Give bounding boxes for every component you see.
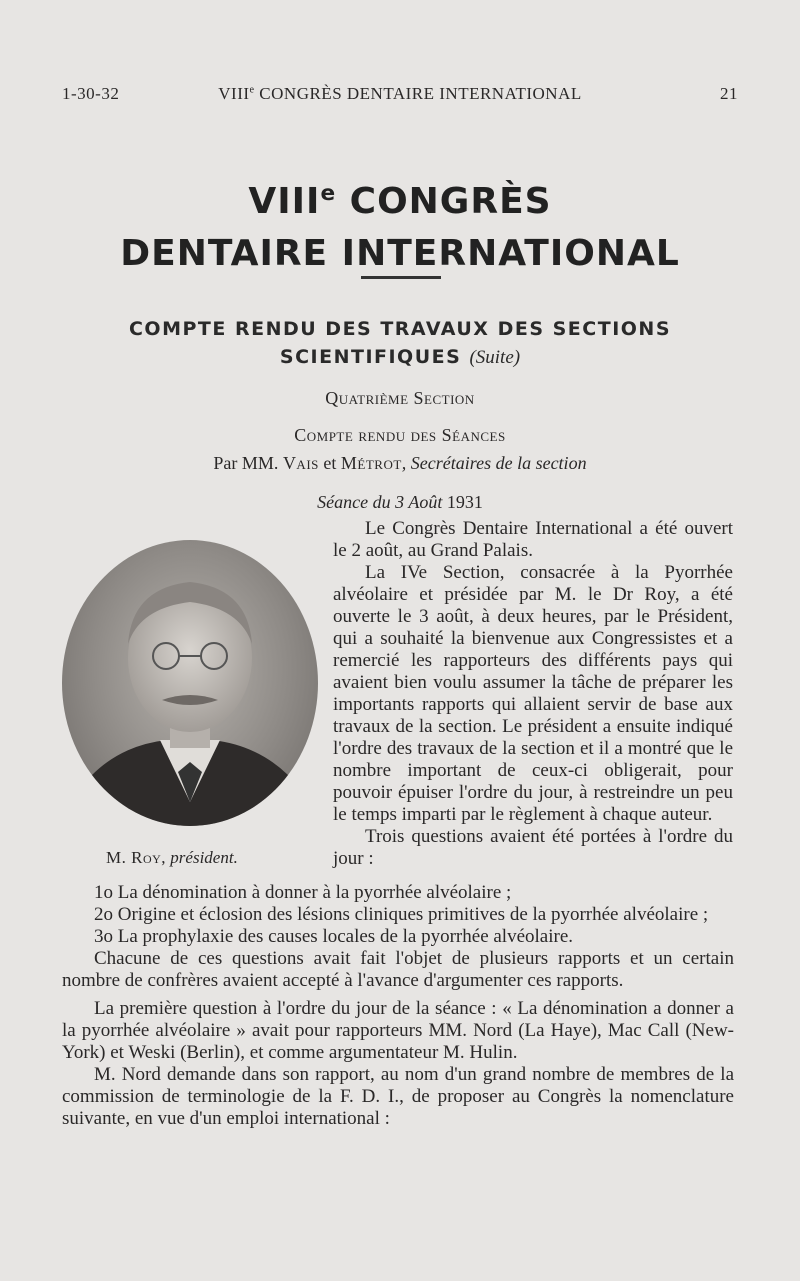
list-item: 2o Origine et éclosion des lésions cliniques primitives de la pyorrhée alvéolaire ; <box>94 904 709 925</box>
running-head <box>62 84 738 108</box>
page-number: 21 <box>720 84 738 103</box>
report-title: COMPTE RENDU DES TRAVAUX DES SECTIONS SCIENTIFIQUES (Suite) <box>128 318 671 368</box>
portrait-caption: M. Roy, président. <box>106 848 238 867</box>
paragraph: Le Congrès Dentaire International a été ouvert le 2 août, au Grand Palais. <box>333 518 733 561</box>
paragraph: Trois questions avaient été portées à l'ordre du jour : <box>333 826 733 869</box>
title-divider <box>361 276 441 279</box>
paragraph: M. Nord demande dans son rapport, au nom d'un grand nombre de membres de la commission de terminologie de la F. D. I., de proposer au Congrès la nomenclature suivante, en vue d'un emploi international : <box>62 1064 734 1129</box>
subheading: Compte rendu des Séances <box>294 425 506 445</box>
paragraph: La IVe Section, consacrée à la Pyorrhée alvéolaire et présidée par M. le Dr Roy, a été ouverte le 3 août, à deux heures, par le Président, qui a souhaité la bienvenue aux Congressistes et a remercié les rapporteurs des différents pays qui avaient bien voulu assumer la tâche de préparer les importants rapports qui allaient servir de base aux travaux de la section. Le président a ensuite indiqué l'ordre des travaux de la section et il a montré que le nombre important de ceux-ci obligerait, pour pouvoir épuiser l'ordre du jour, à restreindre un peu le temps imparti par le règlement à chaque auteur. <box>333 562 733 825</box>
session-date: Séance du 3 Août 1931 <box>317 492 483 512</box>
paragraph: La première question à l'ordre du jour de la séance : « La dénomination a donner a la pyorrhée alvéolaire » avait pour rapporteurs MM. Nord (La Haye), Mac Call (New-York) et Weski (Berlin), et comme argumentateur M. Hulin. <box>62 998 734 1063</box>
section-heading: Quatrième Section <box>325 388 475 408</box>
journal-title: VIIIe CONGRÈS DENTAIRE INTERNATIONAL <box>218 84 582 103</box>
page-title: VIIIe CONGRÈS DENTAIRE INTERNATIONAL <box>120 181 680 274</box>
portrait-photo <box>62 540 318 826</box>
portrait-image <box>62 540 318 826</box>
body-text <box>62 882 734 1130</box>
list-item: 3o La prophylaxie des causes locales de la pyorrhée alvéolaire. <box>94 926 574 947</box>
byline: Par MM. Vais et Métrot, Secrétaires de la section <box>213 453 587 473</box>
intro-text-column <box>333 518 733 870</box>
paragraph: Chacune de ces questions avait fait l'objet de plusieurs rapports et un certain nombre de confrères avaient accepté à l'avance d'argumenter ces rapports. <box>62 948 734 991</box>
list-item: 1o La dénomination à donner à la pyorrhée alvéolaire ; <box>94 882 512 903</box>
page-reference: 1-30-32 <box>62 84 120 103</box>
